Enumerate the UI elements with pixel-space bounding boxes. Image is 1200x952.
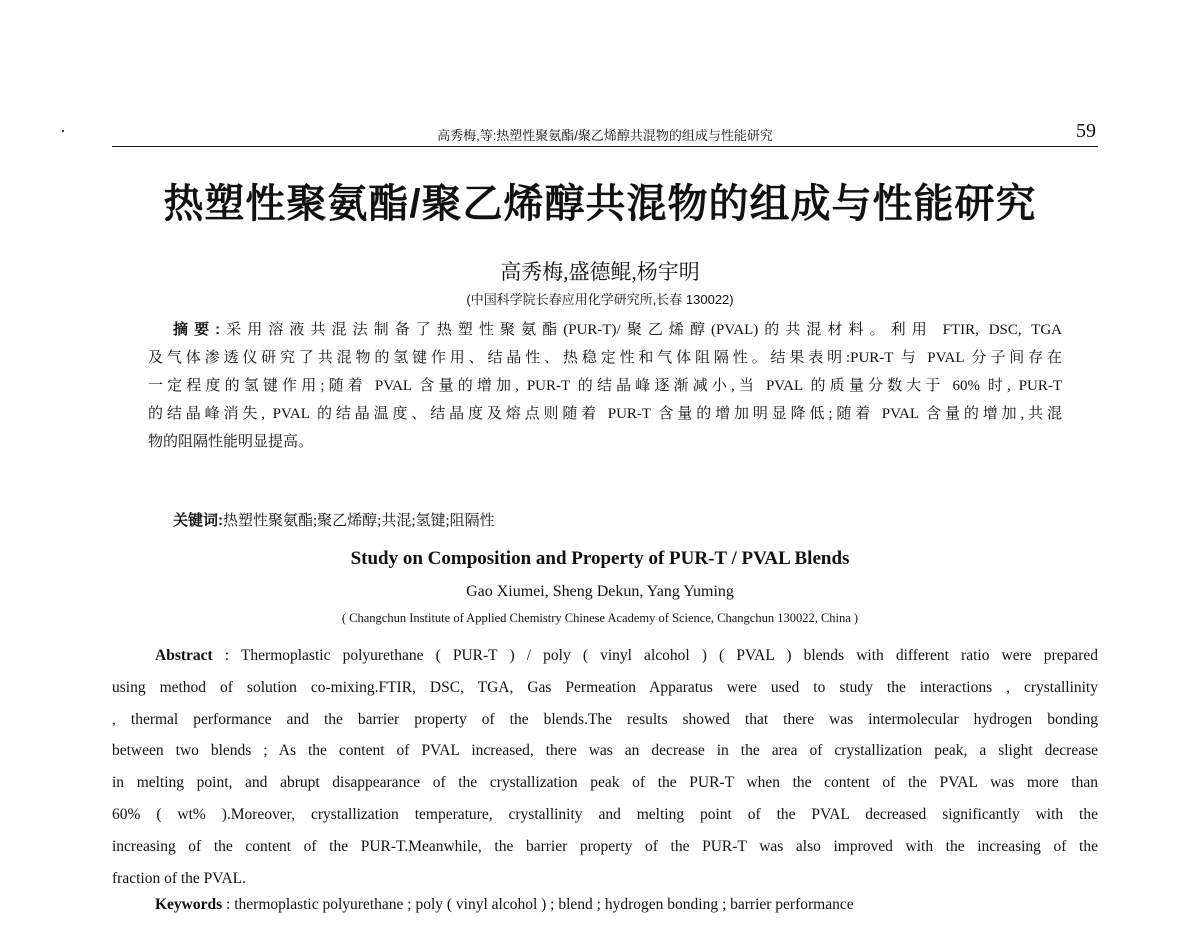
abstract-en <box>112 640 1098 894</box>
abstract-en-line: between two blends ; As the content of PVAL increased, there was an decrease in the area of crystallization peak, a slight decrease <box>112 742 1098 760</box>
running-title: 高秀梅,等:热塑性聚氨酯/聚乙烯醇共混物的组成与性能研究 <box>437 128 773 143</box>
abstract-zh-line: 的结晶峰消失, PVAL 的结晶温度、结晶度及熔点则随着 PUR-T 含量的增加明显降低;随着 PVAL 含量的增加,共混 <box>148 406 1062 422</box>
abstract-zh-text: 采用溶液共混法制备了热塑性聚氨酯(PUR-T)/聚乙烯醇(PVAL)的共混材料。利用 FTIR, DSC, TGA <box>220 322 1062 338</box>
running-header <box>112 122 1098 147</box>
title-en: Study on Composition and Property of PUR-T / PVAL Blends <box>350 548 850 569</box>
abstract-en-line: in melting point, and abrupt disappearance of the crystallization peak of the PUR-T when the content of the PVAL was more than <box>112 774 1098 792</box>
authors-en: Gao Xiumei, Sheng Dekun, Yang Yuming <box>466 583 734 600</box>
abstract-zh-line: 一定程度的氢键作用;随着 PVAL 含量的增加, PUR-T 的结晶峰逐渐减小,当 PVAL 的质量分数大于 60% 时, PUR-T <box>148 378 1062 394</box>
abstract-en-text: : Thermoplastic polyurethane ( PUR-T ) / poly ( vinyl alcohol ) ( PVAL ) blends with different ratio were prepared <box>224 647 1098 664</box>
title-zh: 热塑性聚氨酯/聚乙烯醇共混物的组成与性能研究 <box>163 182 1037 226</box>
keywords-en-text: : thermoplastic polyurethane ; poly ( vinyl alcohol ) ; blend ; hydrogen bonding ; barrier performance <box>226 896 854 913</box>
abstract-en-line: fraction of the PVAL. <box>112 869 247 887</box>
abstract-zh-line <box>148 316 1062 344</box>
abstract-en-line: 60% ( wt% ).Moreover, crystallization temperature, crystallinity and melting point of the PVAL decreased significantly with the <box>112 805 1098 823</box>
abstract-zh-label: 摘要: <box>173 321 221 338</box>
affiliation-en: ( Changchun Institute of Applied Chemistry Chinese Academy of Science, Changchun 130022, China ) <box>341 611 859 625</box>
abstract-en-line: , thermal performance and the barrier property of the blends.The results showed that there was intermolecular hydrogen bonding <box>112 710 1098 728</box>
abstract-zh <box>148 316 1062 456</box>
abstract-zh-line: 物的阻隔性能明显提高。 <box>148 434 314 450</box>
abstract-en-line: increasing of the content of the PUR-T.Meanwhile, the barrier property of the PUR-T was also improved with the increasing of the <box>112 837 1098 855</box>
keywords-en-label: Keywords <box>155 896 223 913</box>
abstract-en-line <box>112 640 1098 672</box>
scan-speck <box>62 130 64 132</box>
affiliation-zh: (中国科学院长春应用化学研究所,长春 130022) <box>466 292 734 307</box>
keywords-zh-text: 热塑性聚氨酯;聚乙烯醇;共混;氢键;阻隔性 <box>223 513 495 529</box>
keywords-zh-label: 关键词: <box>173 512 223 529</box>
abstract-en-line: using method of solution co-mixing.FTIR, DSC, TGA, Gas Permeation Apparatus were used to study the interactions , crystallinity <box>112 678 1098 696</box>
keywords-zh <box>173 509 495 530</box>
keywords-en <box>155 896 854 914</box>
abstract-en-label: Abstract <box>155 647 213 664</box>
page-number: 59 <box>1076 120 1096 142</box>
abstract-zh-line: 及气体渗透仪研究了共混物的氢键作用、结晶性、热稳定性和气体阻隔性。结果表明:PUR-T 与 PVAL 分子间存在 <box>148 350 1062 366</box>
authors-zh: 高秀梅,盛德鲲,杨宇明 <box>500 260 700 284</box>
